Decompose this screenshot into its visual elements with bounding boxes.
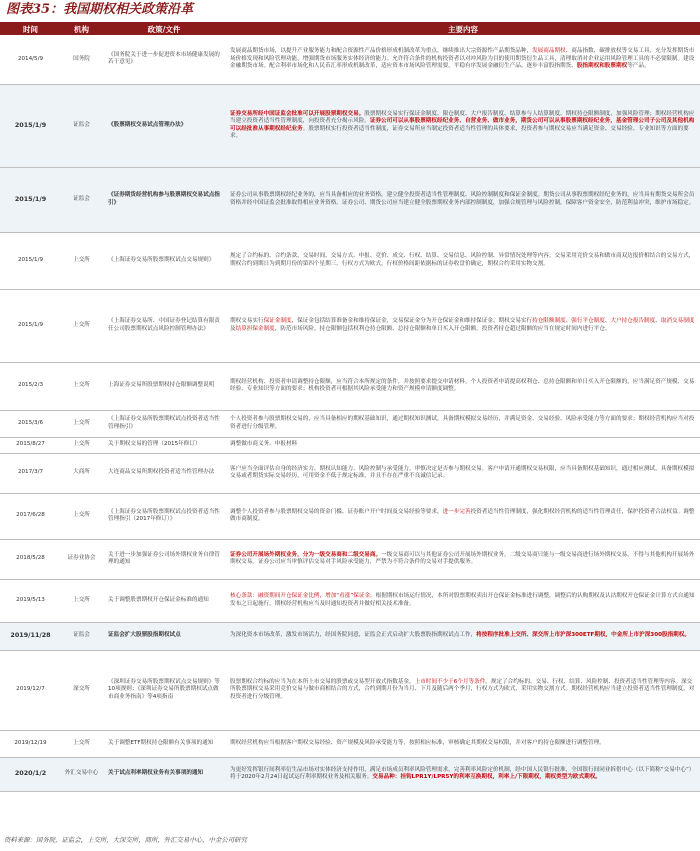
content-segment: 期权经营机构应当根据客户期权交易经验、资产规模及风险承受能力等，按照相应标准，审核确定其期权交易权限，并对客户的持仓限额进行调整管理。 <box>230 739 605 746</box>
row-content <box>226 437 700 453</box>
row-content <box>226 167 700 232</box>
content-segment: 取消交易制度 <box>660 318 695 325</box>
row-policy: 大连商品交易所期权投资者适当性管理办法 <box>102 453 226 493</box>
row-policy: 《国务院关于进一步促进资本市场健康发展的若干意见》 <box>102 35 226 84</box>
content-segment: 股票期权交易实行保证金制度、限仓制度、大户报告制度、结算参与人结算制度、期权持仓限额制度，加强风险管理；期权经营机构应当建立投资者适当性管理制度，向投资者充分揭示风险。 <box>230 110 695 125</box>
content-segment: 证券公司可以从事股票期权经纪业务、自营业务、做市业务，期货公司可以从事股票期权经纪业务，基金管理公司子公司及其他机构可以经批准从事期权经纪业务 <box>230 118 695 132</box>
row-content <box>226 232 700 289</box>
content-segment: 将按程序批准上交所、深交所上市沪深300ETF期权，中金所上市沪深300股指期权。 <box>476 632 690 639</box>
row-policy: 关于调整股票期权开仓保证金标准的通知 <box>102 579 226 622</box>
table-row <box>0 362 700 410</box>
row-date: 2015/3/6 <box>0 410 61 437</box>
row-org: 上交所 <box>61 289 102 362</box>
row-policy: 上海证券交易所股票期权持仓限额调整说明 <box>102 362 226 410</box>
content-segment: 一级交易商可以与其他证券公司开展场外期权业务，二级交易商只能与一级交易商进行场外期权交易，不得与其他机构开展场外期权交易。证券公司应当审慎评估交易对手风险承受能力，严禁为不符合条件的交易对手提供服务。 <box>230 551 695 565</box>
row-policy: 《上海证券交易所股票期权试点交易规则》 <box>102 232 226 289</box>
row-org: 上交所 <box>61 493 102 539</box>
row-date: 2017/6/28 <box>0 493 61 539</box>
content-segment: 投资者适当性管理制度，强化期权经营机构的适当性管理责任，保护投资者合法权益。调整做市商制度。 <box>230 508 695 522</box>
row-policy: 关于期权交易的管理（2015年修订） <box>102 437 226 453</box>
content-segment: 、 <box>655 318 661 325</box>
content-segment: 证券交易所经中国证监会批准可以开展股票期权交易。 <box>230 110 365 117</box>
row-policy: 《上海证券交易所、中国证券登记结算有限责任公司股票期权试点风险控制管理办法》 <box>102 289 226 362</box>
row-content <box>226 730 700 757</box>
row-date: 2017/3/7 <box>0 453 61 493</box>
content-segment: 大户持仓报告制度 <box>610 318 656 325</box>
table-row <box>0 289 700 362</box>
row-policy: 关于调整ETF期权持仓限额有关事项的通知 <box>102 730 226 757</box>
row-org: 上交所 <box>61 362 102 410</box>
content-segment: 调整做市商义务、申报材料 <box>230 441 298 448</box>
row-content <box>226 453 700 493</box>
content-segment: 上市时间不少于6个月等条件 <box>414 678 486 685</box>
row-policy: 《股票期权交易试点管理办法》 <box>102 84 226 167</box>
content-segment: 。股票期权实行投资者适当性制度，证券交易所应当制定投资者适当性管理的具体要求，投资者参与期权交易应当满足资金、交易经验、专业知识等方面的要求。 <box>230 125 689 139</box>
content-segment: 发展商品期货市场，以提升产业服务能力和配合资源性产品价格形成机制改革为重点，继续推出大宗资源性产品期货品种， <box>230 48 533 55</box>
content-segment: 进一步完善 <box>442 508 471 515</box>
row-date: 2015/1/9 <box>0 232 61 289</box>
row-date: 2018/5/28 <box>0 539 61 579</box>
content-segment: 股票期权合约标的应当为在本所上市交易的股票或交易型开放式指数基金， <box>230 678 415 685</box>
row-org: 国务院 <box>61 35 102 84</box>
table-row <box>0 493 700 539</box>
content-segment: 调整个人投资者参与股票期权交易的资金门槛、证券账户开户时间及交易经验等要求， <box>230 508 443 515</box>
row-date: 2015/1/9 <box>0 84 61 167</box>
row-content <box>226 35 700 84</box>
content-segment: 规定了合约标的、合约条款、交易时间、交易方式、申报、竞价、成交、行权、结算、交易信息、风险控制、异常情况处理等内容。交易采用竞价交易和做市商双边报价相结合的交易方式，期权合约到期日为到期月份的第四个星期三，行权方式为欧式，行权价格间距依据标的证券收盘价确定，期权合约采用实物交割。 <box>230 253 695 267</box>
table-header-row <box>0 24 700 35</box>
content-segment: 强行平仓制度 <box>571 318 605 325</box>
content-segment: 为更好发挥银行间利率衍生品市场对实体经济支持作用，满足市场成员利率风险管理需求，完善利率风险定价机制，经中国人民银行批准，全国银行间同业拆借中心（以下简称“交易中心”）将于2020年2月24日起试运行利率期权业务及相关服务。 <box>230 766 695 780</box>
table-row <box>0 622 700 650</box>
content-segment: 持仓限额制度 <box>532 318 566 325</box>
table-row <box>0 539 700 579</box>
content-segment: 个人投资者参与股票期权交易的，应当具备相应的期权基础知识，通过期权知识测试，具备期权模拟交易经历，并满足资金、交易经验、风险承受能力等方面的要求；期权经营机构应当对投资者进行分级管理。 <box>230 416 695 430</box>
content-segment: 等产品。 <box>627 62 650 69</box>
content-segment: 、 <box>565 318 572 325</box>
row-policy: 《证券期货经营机构参与股票期权交易试点指引》 <box>102 167 226 232</box>
row-content <box>226 579 700 622</box>
table-row <box>0 730 700 757</box>
row-policy: 《上海证券交易所股票期权试点投资者适当性管理指引》 <box>102 410 226 437</box>
row-content <box>226 493 700 539</box>
content-segment: 期权交易实行 <box>230 318 264 325</box>
row-content <box>226 84 700 167</box>
content-segment: 及 <box>230 325 236 332</box>
row-date: 2019/11/28 <box>0 622 61 650</box>
content-segment: 交易品种：挂钩LPR1Y/LPR5Y的利率互换期权，利率上/下限期权，期权类型为欧式期权。 <box>372 774 601 780</box>
row-org: 大商所 <box>61 453 102 493</box>
content-segment: 发展商品期权 <box>532 48 566 55</box>
table-row <box>0 167 700 232</box>
table-row <box>0 650 700 730</box>
row-date: 2019/12/19 <box>0 730 61 757</box>
row-policy: 关于进一步加强证券公司场外期权业务自律管理的通知 <box>102 539 226 579</box>
row-content <box>226 650 700 730</box>
content-segment: 、商品指数、碳排放权等交易工具，充分发挥期货市场价格发现和风险管理功能，增强期货市场服务实体经济的能力。允许符合条件的机构投资者以对冲风险为目的使用期货衍生品工具，清理取消对企业运用风险管理工具的不必要限制。建设金融期货市场。配合利率市场化和人民币汇率形成机制改革，适应资本市场风险管理需要，平稳有序发展金融衍生产品。逐步丰富股指期货、 <box>230 48 695 69</box>
content-segment: 证券公司开展场外期权业务，分为一级交易商和二级交易商。 <box>230 551 382 558</box>
row-org: 外汇交易中心 <box>61 757 102 791</box>
row-date: 2015/2/3 <box>0 362 61 410</box>
row-org: 证监会 <box>61 622 102 650</box>
table-body <box>0 35 700 791</box>
content-segment: 。规定了合约标的、交易、行权、结算、风险控制、投资者适当性管理等内容。深交所股票期权交易采用竞价交易与做市商相结合的方式，合约到期月份为当月、下月及随后两个季月，行权方式为欧式，采用实物交割方式。期权经营机构应当建立投资者适当性管理制度，对投资者进行分级管理。 <box>230 678 695 700</box>
row-date: 2020/1/2 <box>0 757 61 791</box>
row-content <box>226 362 700 410</box>
content-segment: 客户应当全面评估自身的经济实力、期权认知能力、风险控制与承受能力，审慎决定是否参与期权交易。客户申请开通期权交易权限，应当具备期权基础知识，通过相应测试，具备期权模拟交易或者期货实际交易经历，可用资金不低于规定标准，并且不存在严重不良诚信记录。 <box>230 465 695 479</box>
table-row <box>0 579 700 622</box>
row-policy: 关于试点利率期权业务有关事项的通知 <box>102 757 226 791</box>
content-segment: 根据期权市场运行情况，本所对股票期权卖出开仓保证金标准进行调整，调整后的认购期权及认沽期权开仓保证金计算方式自通知发布之日起施行，期权经营机构应当及时通知投资者并做好相关技术准备。 <box>230 593 695 607</box>
policy-table <box>0 24 700 792</box>
row-org: 上交所 <box>61 437 102 453</box>
row-date: 2019/5/13 <box>0 579 61 622</box>
row-org: 证监会 <box>61 167 102 232</box>
figure-title: 图表35：我国期权相关政策沿革 <box>0 0 700 24</box>
content-segment: 保证金制度 <box>263 318 292 325</box>
row-date: 2015/1/9 <box>0 289 61 362</box>
row-org: 上交所 <box>61 410 102 437</box>
table-row <box>0 437 700 453</box>
row-org: 证券业协会 <box>61 539 102 579</box>
content-segment: 股指期权和股票期权 <box>576 62 628 69</box>
row-org: 证监会 <box>61 84 102 167</box>
row-content <box>226 289 700 362</box>
content-segment: 为深化资本市场改革，激发市场活力，经国务院同意，证监会正式启动扩大股票股指期权试点工作， <box>230 632 477 639</box>
row-content <box>226 757 700 791</box>
content-segment: ，防范市场风险。持仓限额包括权利仓持仓限额、总持仓限额和单日买入开仓限额，投资者持仓超过限额的应当在规定时间内进行平仓。 <box>274 325 611 332</box>
row-org: 上交所 <box>61 579 102 622</box>
header-policy: 政策/文件 <box>102 24 226 35</box>
row-policy: 证监会扩大股票股指期权试点 <box>102 622 226 650</box>
row-policy: 《深圳证券交易所股票期权试点交易规则》等10项规则；《深圳证券交易所股票期权试点做市商业务指南》等4项指南 <box>102 650 226 730</box>
content-segment: 期权经营机构、投资者申请调整持仓限额，应当符合本所规定的条件，并按照要求提交申请材料。个人投资者申请提高权利仓、总持仓限额和单日买入开仓限额的，应当满足资产规模、交易经验、专业知识等方面的要求；机构投资者可根据其风险承受能力和资产规模申请额度调整。 <box>230 378 695 392</box>
table-row <box>0 410 700 437</box>
header-org: 机构 <box>61 24 102 35</box>
row-date: 2014/5/9 <box>0 35 61 84</box>
content-segment: 核心条款：融资期间开仓保证金比例，增加“看涨”保证金。 <box>230 593 376 600</box>
table-row <box>0 35 700 84</box>
row-org: 上交所 <box>61 730 102 757</box>
row-policy: 《上海证券交易所股票期权试点投资者适当性管理指引（2017年修订）》 <box>102 493 226 539</box>
table-row <box>0 757 700 791</box>
header-content: 主要内容 <box>226 24 700 35</box>
content-segment: 、 <box>604 318 611 325</box>
row-content <box>226 410 700 437</box>
content-segment: 证券公司从事股票期权经纪业务的，应当具备相应的业务资格，建立健全投资者适当性管理制度、风险控制制度和保证金制度。期货公司从事股票期权经纪业务的，应当具有期货交易所会员资格并经中国证监会批准取得相应业务资格。证券公司、期货公司应当建立健全股票期权业务内部控制制度，加强合规管理与风险控制，保障客户资金安全，防范利益冲突，维护市场稳定。 <box>230 192 695 206</box>
content-segment: 结算担保金制度 <box>235 325 275 332</box>
table-row <box>0 453 700 493</box>
content-segment: ，保证金包括结算准备金和维持保证金，交易保证金分为开仓保证金和维持保证金。期权交易实行 <box>291 318 533 325</box>
source-note: 资料来源：国务院，证监会，上交所，大深交所，商所，外汇交易中心，中金公司研究 <box>4 836 247 844</box>
row-date: 2015/1/9 <box>0 167 61 232</box>
row-date: 2015/8/27 <box>0 437 61 453</box>
table-row <box>0 84 700 167</box>
row-content <box>226 622 700 650</box>
row-content <box>226 539 700 579</box>
row-org: 上交所 <box>61 232 102 289</box>
table-row <box>0 232 700 289</box>
row-org: 深交所 <box>61 650 102 730</box>
row-date: 2019/12/7 <box>0 650 61 730</box>
header-date: 时间 <box>0 24 61 35</box>
